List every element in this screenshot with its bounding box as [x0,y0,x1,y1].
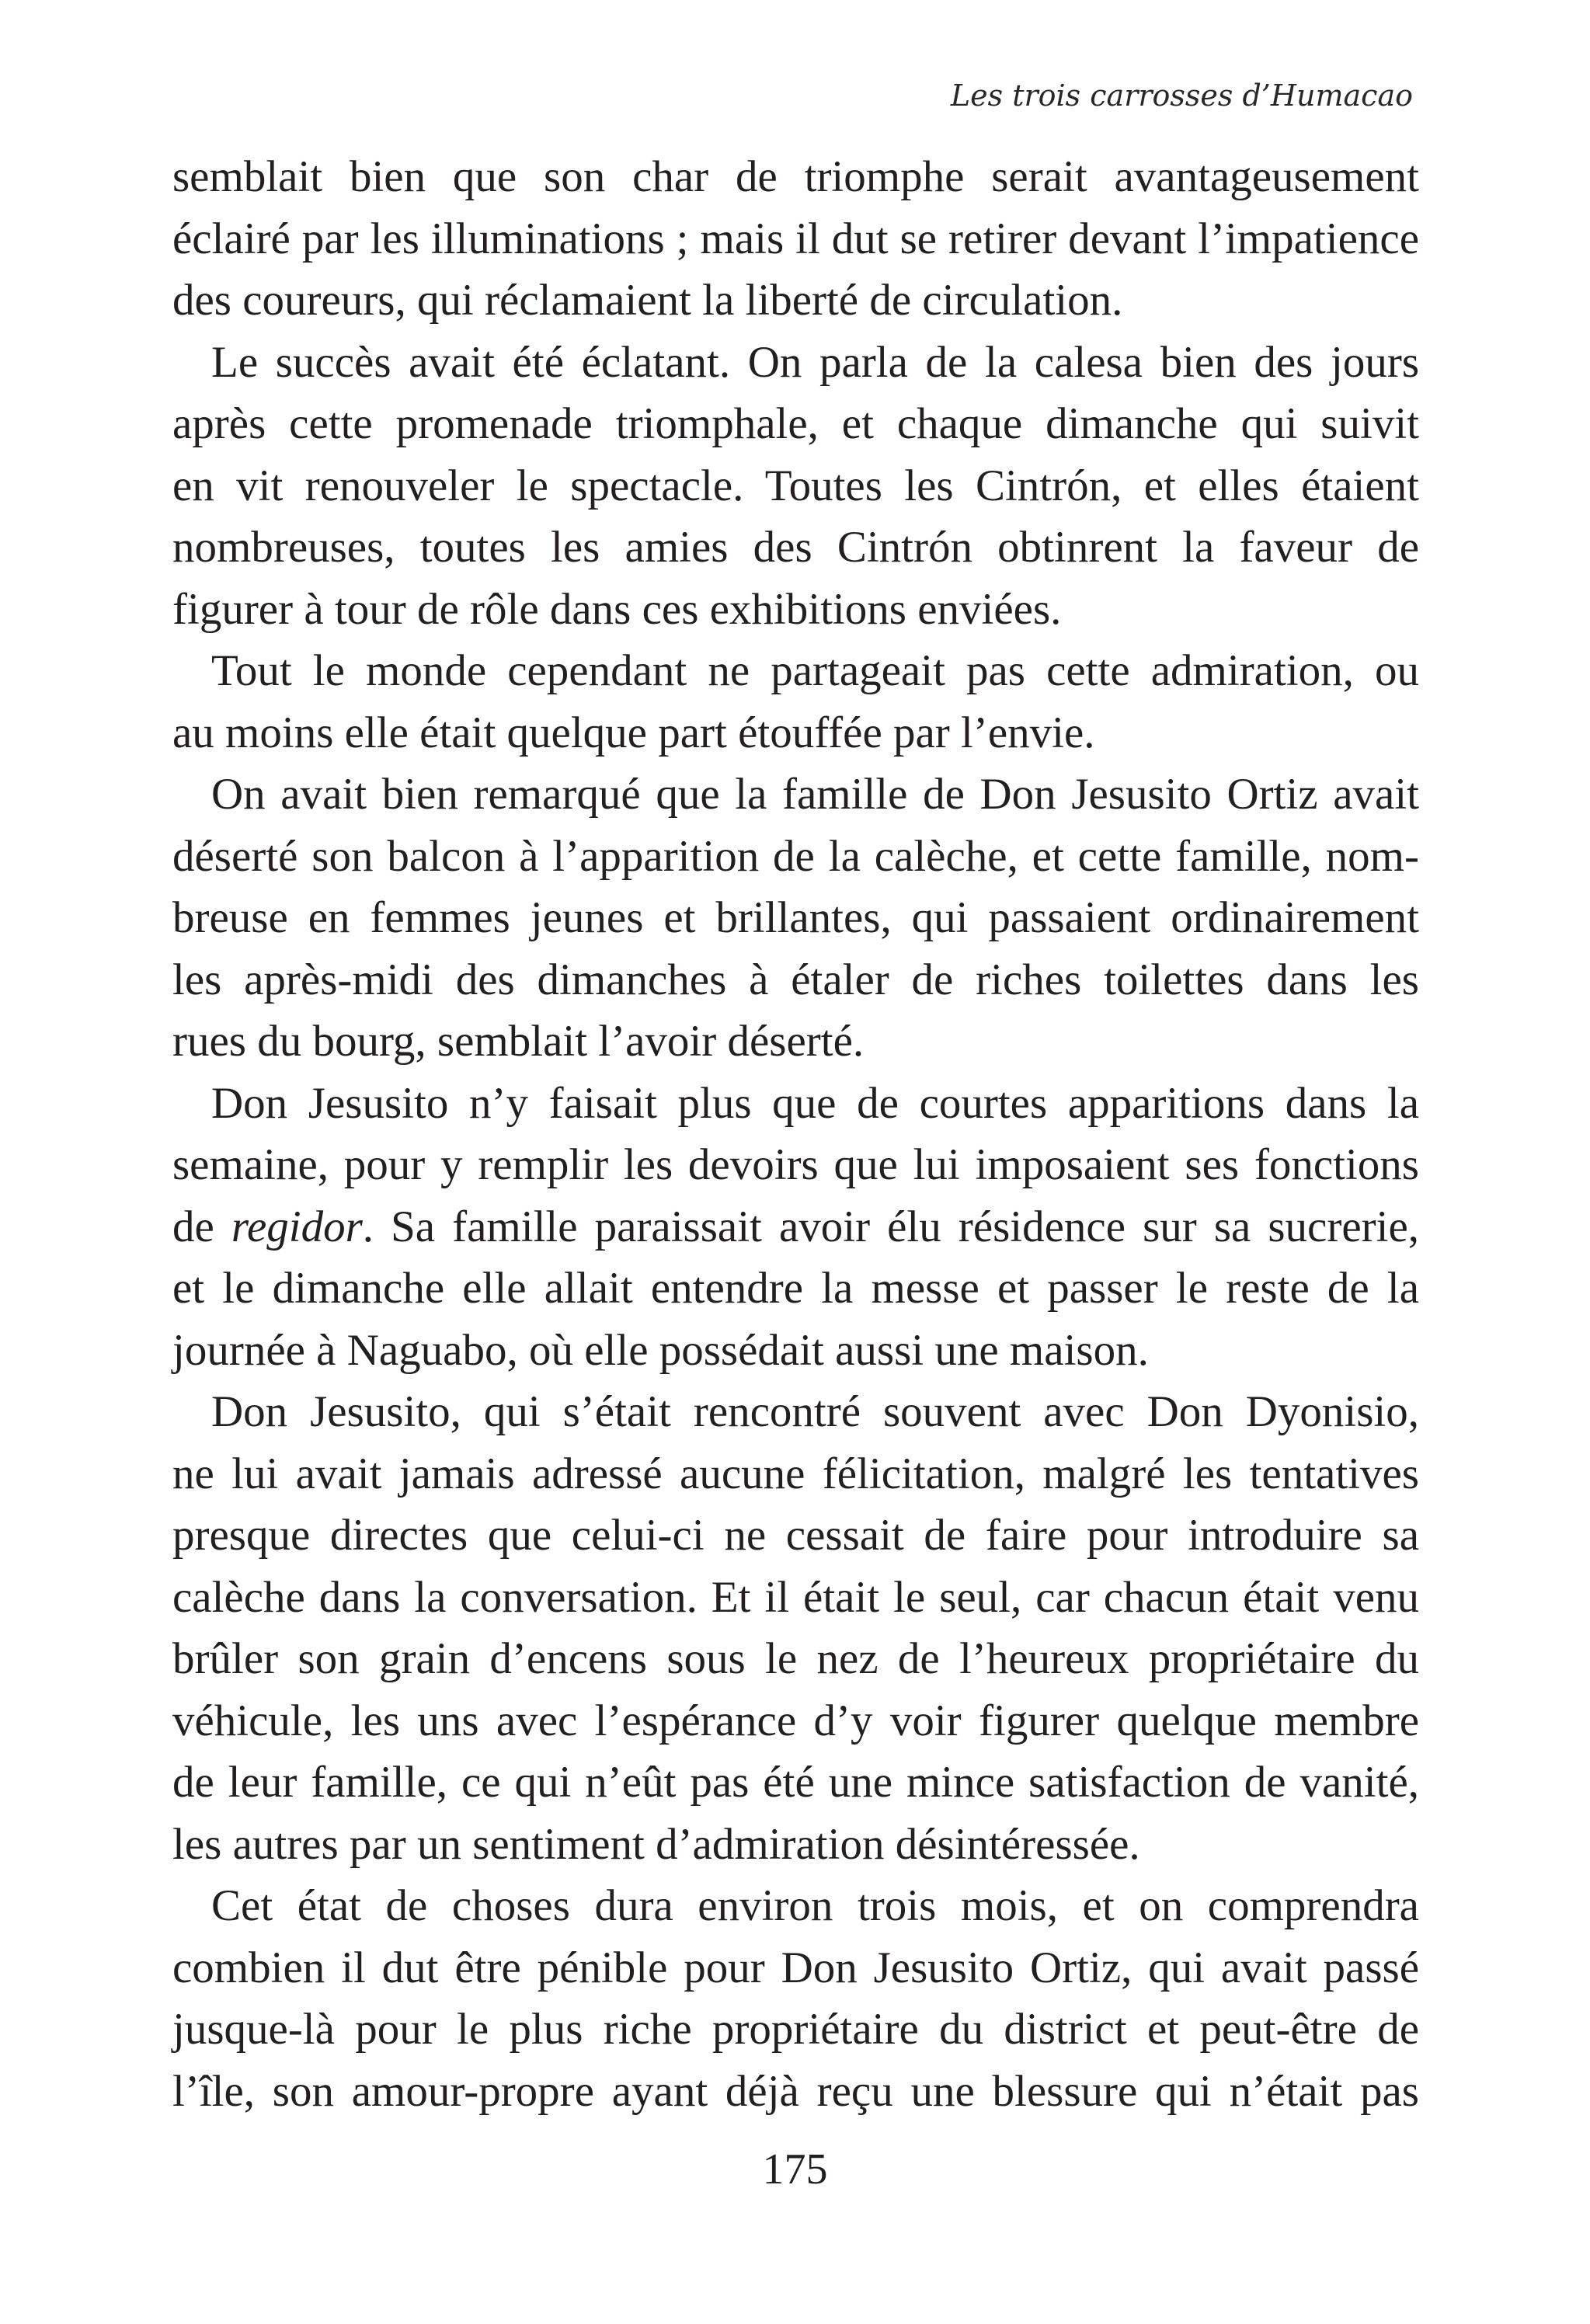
text-line: semaine, pour y remplir les devoirs que lui imposaient ses fonctions [172,1140,1419,1189]
text-line: et le dimanche elle allait entendre la messe et passer le reste de la [172,1264,1419,1313]
text-line-regidor [172,1196,1419,1258]
text-line: nombreuses, toutes les amies des Cintrón obtinrent la faveur de [172,523,1419,572]
running-header: Les trois carrosses d’Humacao [950,78,1413,113]
text-line: les autres par un sentiment d’admiration désintéressée. [172,1819,1140,1869]
text-line: brûler son grain d’encens sous le nez de l’heureux propriétaire du [172,1634,1419,1683]
text-line: éclairé par les illuminations ; mais il dut se retirer devant l’impatience [172,214,1419,263]
text-line: Don Jesusito n’y faisait plus que de courtes apparitions dans la [211,1078,1419,1128]
text-line: au moins elle était quelque part étouffée par l’envie. [172,708,1095,757]
paragraph [172,1073,1419,1382]
text-line: On avait bien remarqué que la famille de Don Jesusito Ortiz avait [211,770,1419,819]
paragraph [172,1875,1419,2122]
paragraph [172,764,1419,1073]
text-line: après cette promenade triomphale, et chaque dimanche qui suivit [172,399,1419,448]
text-line: des coureurs, qui réclamaient la liberté de circulation. [172,276,1123,325]
text-run: . Sa famille paraissait avoir élu résidence sur sa sucrerie, [362,1202,1419,1251]
text-line: presque directes que celui-ci ne cessait de faire pour introduire sa [172,1511,1419,1560]
text-line: Cet état de choses dura environ trois mois, et on comprendra [211,1881,1419,1930]
italic-term: regidor [231,1202,363,1251]
paragraph [172,1381,1419,1875]
text-line: Le succès avait été éclatant. On parla de la calesa bien des jours [211,337,1419,387]
text-line: breuse en femmes jeunes et brillantes, qui passaient ordinairement [172,893,1419,942]
text-line: véhicule, les uns avec l’espérance d’y voir figurer quelque membre [172,1696,1419,1745]
text-line: ne lui avait jamais adressé aucune félicitation, malgré les tentatives [172,1449,1419,1498]
text-line: journée à Naguabo, où elle possédait aussi une maison. [172,1325,1149,1375]
text-line: Don Jesusito, qui s’était rencontré souvent avec Don Dyonisio, [211,1387,1419,1436]
paragraph [172,146,1419,332]
text-line: l’île, son amour-propre ayant déjà reçu une blessure qui n’était pas [172,2066,1419,2116]
text-line: combien il dut être pénible pour Don Jesusito Ortiz, qui avait passé [172,1943,1419,1992]
text-line: les après-midi des dimanches à étaler de riches toilettes dans les [172,955,1419,1004]
body-text [172,146,1419,2122]
text-line: calèche dans la conversation. Et il était le seul, car chacun était venu [172,1572,1419,1622]
text-line: figurer à tour de rôle dans ces exhibitions enviées. [172,584,1062,634]
paragraph [172,640,1419,764]
text-line: Tout le monde cependant ne partageait pas cette admiration, ou [211,646,1419,695]
paragraph [172,332,1419,641]
text-line: déserté son balcon à l’apparition de la calèche, et cette famille, nom- [172,831,1419,881]
text-line: semblait bien que son char de triomphe serait avantageusement [172,152,1419,201]
text-line: jusque-là pour le plus riche propriétaire du district et peut-être de [172,2005,1419,2054]
page-number: 175 [762,2145,828,2194]
text-line: en vit renouveler le spectacle. Toutes les Cintrón, et elles étaient [172,461,1419,510]
text-line: rues du bourg, semblait l’avoir déserté. [172,1017,865,1066]
text-run: de [172,1202,231,1251]
text-line: de leur famille, ce qui n’eût pas été une mince satisfaction de vanité, [172,1758,1419,1807]
